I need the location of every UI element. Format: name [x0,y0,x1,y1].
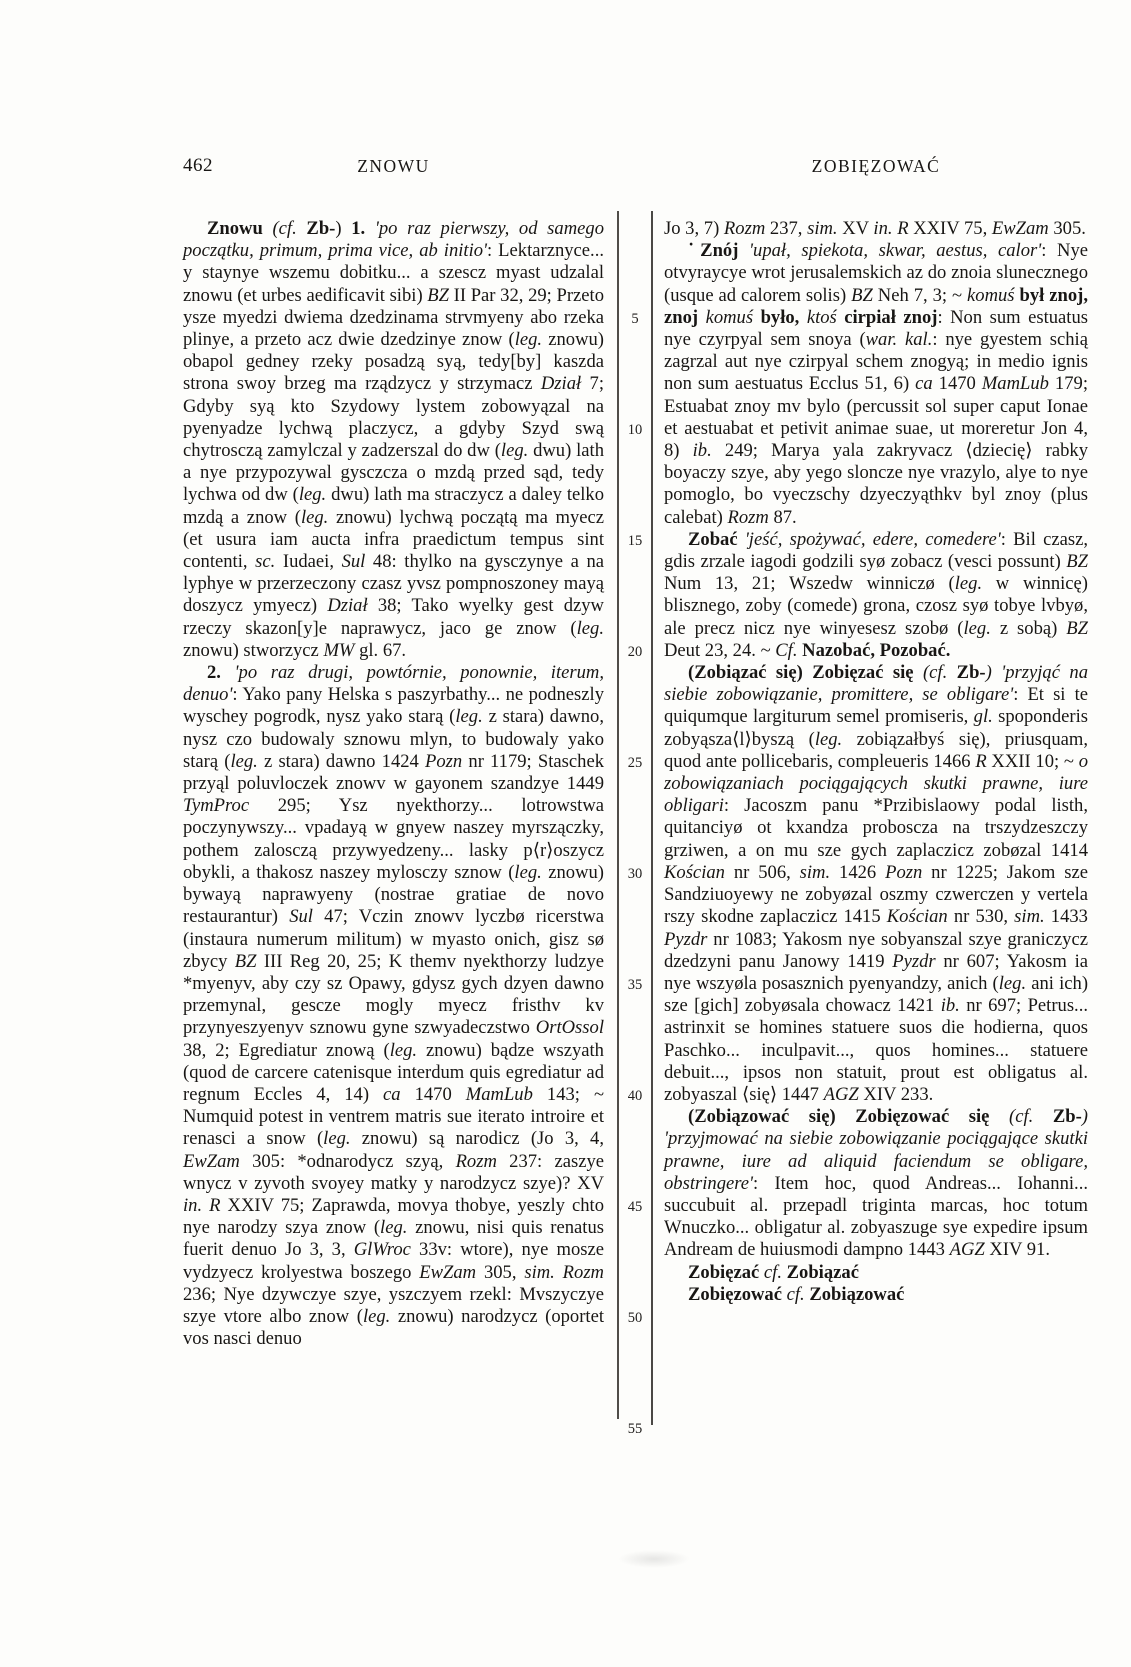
text-segment: z sobą) [990,617,1067,639]
text-segment: 1426 [830,861,886,883]
text-segment: Dział [540,373,582,395]
text-segment: 'przyjmować na siebie zobowiązanie pociągające skutki prawne, iure ad aliquid faciendum se obligare, obstringere' [664,1128,1088,1194]
line-number: 5 [631,310,639,327]
text-segment: Zobięzać [688,1261,764,1283]
text-segment: nr 530, [947,906,1015,928]
text-segment: Jo 3, 7) [664,218,724,239]
text-segment: 143; ~ Numquid potest in ventrem matris sue iterato introire et renasci a snow ( [183,1083,604,1150]
text-segment: komuś [705,306,754,328]
text-segment: III Reg 20, 25; K themv nyekthorzy ludzye *myenyv, aby czy sz Opawy, gdysz gych dzyen dawno przemynal, gescze mogly myecz fristhv kv przynyeszyenyv sznowu gyne szwyadeczstwo [183,950,605,1039]
text-segment: cf. [786,1283,810,1305]
text-segment: in. [873,218,893,239]
paragraph [183,218,604,662]
text-segment: XXIV 75; Zaprawda, movya thobye, yeszly chto nye narodzy szya znow ( [183,1194,604,1239]
text-segment: Zb- [306,218,336,239]
right-column [664,218,1088,1306]
text-segment: Kościan [886,906,948,928]
text-segment: BZ [234,950,257,972]
text-segment: (cf. [922,662,957,684]
text-segment: dwu) lath ma straczycz a daley telko mzdą a znow ( [183,484,605,528]
text-segment: leg. [998,972,1027,994]
text-segment: sim. [807,218,838,239]
text-segment: gl. 67. [354,639,407,661]
text-segment: cirpiał znoj [836,306,938,328]
text-segment: XXIV 75, [908,218,992,239]
text-segment: był znoj, znoj [664,284,1088,328]
text-segment: : Item hoc, quod Andreas... Iohanni... succubuit al. przepadl triginta marcas, hoc totum Wnuczko... obligatur al. zobyaszuge sye expedire ipsum Andream de huiusmodi dampno 1443 [664,1172,1088,1261]
text-segment: 237, [765,218,808,239]
text-segment: Zb- [956,662,986,684]
text-segment: 1470 [932,373,982,395]
text-segment: : Yako pany Helska s paszyrbathy... ne podneszly wyschey pogrodk, nysz yako starą ( [183,684,604,728]
text-segment: gl. [973,706,993,728]
paragraph [664,218,1088,240]
text-segment: ib. [692,440,712,462]
text-segment: Zobiązować [809,1283,905,1305]
text-segment: Neh 7, 3; ~ [872,284,968,306]
text-segment: : Nye otvyraycye wrot jerusalemskich az do znoia slunecznego (usque ad calorem solis) [664,240,1089,306]
text-segment: EwZam [419,1261,477,1283]
text-segment: ) [985,662,992,684]
text-segment: Pyzdr [892,950,936,972]
text-segment: EwZam [183,1150,240,1172]
page-number: 462 [183,155,213,176]
text-segment: sim. [1014,906,1045,928]
text-segment: leg. [389,1039,418,1061]
paragraph [664,1106,1088,1261]
line-number: 25 [627,754,643,771]
text-segment: z stara) dawno 1424 [257,750,426,772]
text-segment: spoponderis zobyąsza⟨l⟩byszą ( [664,706,1088,750]
text-segment: 33v: wtore), nye mosze vydzyecz krolyestwa boszego [183,1239,604,1283]
text-segment: 305: *odnarodycz szyą, [239,1150,456,1172]
text-segment: R [897,218,909,239]
text-segment: Zobać [688,528,745,550]
text-segment: leg. [380,1217,408,1239]
text-segment: EwZam [991,218,1049,239]
text-segment: 'jeść, spożywać, edere, comedere' [744,528,1001,550]
text-segment: sc. [255,551,276,573]
text-segment: leg. [963,617,991,639]
text-segment: 237: zaszye wnycz v zyvoth svoyey matky y narodzycz szye)? XV [183,1150,604,1194]
text-segment: R [209,1194,221,1216]
paragraph [664,529,1088,662]
text-segment: XIV 91. [984,1239,1050,1261]
text-segment: AGZ [823,1083,859,1105]
text-segment: AGZ [949,1239,985,1261]
text-segment: nr 1083; Yakosm nye sobyanszal szye graniczycz dzedzyni panu Janowy 1419 [664,928,1088,972]
text-segment: Zobięzować [688,1283,787,1305]
text-segment: 'upał, spiekota, skwar, aestus, calor' [749,240,1042,262]
text-segment: Dział [327,595,368,617]
text-segment: dwu) lath a nye przypozywal gysczcza o mzdą przed sąd, tedy lychwa od dw ( [183,440,604,506]
line-number: 45 [627,1198,643,1215]
text-segment: Rozm [723,218,766,239]
text-segment: Pozn [885,861,923,883]
text-segment: znowu, nisi quis renatus fuerit denuo Jo 3, 3, [183,1217,604,1261]
line-numbers [617,0,653,1667]
paragraph [664,1284,1088,1306]
text-segment: Cf. [775,639,803,661]
text-segment: ktoś [806,306,837,328]
text-segment: 'po raz pierwszy, od samego początku, primum, prima vice, ab initio' [183,218,604,262]
text-segment: Pyzdr [664,928,708,950]
line-number: 20 [627,643,643,660]
text-segment: leg. [514,861,542,883]
text-segment: leg. [300,506,329,528]
text-segment: z stara) dawno, nysz czo budowaly sznowu mlyn, to budowaly yako starą ( [183,706,604,772]
text-segment: znowu) są narodicz (Jo 3, 4, [350,1128,605,1150]
text-segment: ) [335,218,352,239]
text-segment: 47; Vczin znowv lyczbø ricerstwa (instaura numerum militum) w myasto onich, gisz sø zbycy [183,906,604,972]
line-number: 55 [627,1420,643,1437]
text-segment: znowu) bądze wszyath (quod de carcere catenisque interdum quis egrediatur ad regnum Eccles 4, 14) [183,1039,604,1105]
line-number: 10 [627,421,643,438]
text-segment: 38, 2; Egrediatur znową ( [183,1039,390,1061]
text-segment: 87. [768,506,797,528]
text-segment: Znowu [207,218,273,239]
left-column [183,218,604,1350]
text-segment: ˙Znój [688,240,750,262]
text-segment: ani ich) sze [gich] zobyøsala chowacz 1421 [664,972,1089,1017]
text-segment: (cf. [1009,1106,1053,1128]
text-segment: ) [1081,1106,1088,1128]
text-segment: BZ [1066,551,1088,573]
text-segment: znowu) stworzycz [183,639,324,661]
text-segment: 295; Ysz nyekthorzy... lotrowstwa poczynywszy... vpadayą w gnyew naszey myrszączky, pothem zalosczą przywyedzeny... lasky p⟨r⟩oszycz obykli, a thakosz naszey mylosczy sznow ( [183,795,604,883]
text-segment: w winnicę) blisznego, zoby (comede) grona, czosz syø tobye lvbyø, ale precz nicz nye winyesesz szobø ( [664,573,1088,639]
text-segment: : Et si te quiqumque largiturum semel promiseris, [664,684,1088,728]
text-segment: komuś [967,284,1015,306]
text-segment: Deut 23, 24. ~ [664,639,776,661]
paragraph [664,240,1088,529]
text-segment: nr 1179; Staschek przyąl poluvloczek znowv w gayonem szandzye 1449 [183,750,604,795]
line-number: 40 [627,1087,643,1104]
text-segment: XV [837,218,874,239]
text-segment: Zb- [1052,1106,1082,1128]
text-segment: znowu) obapol gedney rzeky posadzą syą, tedy[by] kaszda strona swoy brzeg ma rządzycz y strzymacz [183,329,604,395]
text-segment: leg. [323,1128,351,1150]
text-segment: BZ [1066,617,1088,639]
text-segment: BZ [851,284,873,306]
text-segment: ib. [940,995,960,1017]
text-segment: leg. [362,1305,391,1327]
text-segment: : Bil czasz, gdis zrzale iagodi godzili syø zobacz (vesci possunt) [664,528,1089,573]
line-number: 35 [627,976,643,993]
text-segment: nr 506, [724,861,800,883]
text-segment: II Par 32, 29; Przeto ysze myedzi dwiema dzedzinama strvmyeny abo rzeka plinye, a przeto acz dwie dzedzinye znow ( [183,284,604,351]
text-segment: Nazobać, Pozobać. [802,639,951,661]
text-segment: (cf. [272,218,307,239]
scan-smudge [618,1550,690,1568]
text-segment: XXII 10; ~ [986,750,1079,772]
text-segment: in. [183,1194,203,1216]
text-segment: (Zobiązować się) Zobięzować się [688,1106,1010,1128]
text-segment [992,662,1001,683]
paragraph [664,662,1088,1106]
paragraph [183,662,604,1350]
text-segment: leg. [814,728,843,750]
text-segment: było, [753,306,807,328]
text-segment: leg. [298,484,327,506]
text-segment: TymProc [183,795,250,817]
text-segment: : nye gyestem schią zagrzal aut nye czirpyal schem znogyą; in medio ignis non sum aestuatus Ecclus 51, 6) [664,329,1088,395]
text-segment: ca [915,373,933,395]
text-segment: sim. Rozm [524,1261,604,1283]
text-segment: 38; Tako wyelky gest dzyw rzeczy skazon[y]e naprawycz, jaco ge znow ( [183,595,604,639]
text-segment: MW [323,639,355,661]
text-segment: 179; Estuabat znoy mv bylo (percussit sol super caput Ionae et aestuabat et petivit animae suae, ut moreretur Jon 4, 8) [664,373,1088,462]
text-segment: : Jacoszm panu *Przibislaowy podal listh, quitanciyø ot kxandza proboscza na trszydzeszczy grziwen, a on mu sze gych zaplaczicz zobøzal 1414 [664,795,1088,861]
text-segment: Sul [289,906,313,928]
text-segment: war. kal. [865,329,933,351]
text-segment: 305, [476,1261,525,1283]
text-segment: XIV 233. [858,1083,934,1105]
text-segment: leg. [455,706,483,728]
text-segment: : Lektarznyce... y staynye wszemu dobitku... a szescz myast udzalal znowu (et urbes aedificavit sibi) [183,240,604,306]
text-segment: Kościan [664,861,725,883]
text-segment: GlWroc [353,1239,411,1261]
text-segment: Zobiązać [786,1261,859,1283]
text-segment: 305. [1048,218,1086,239]
text-segment: 'po raz drugi, powtórnie, ponownie, iterum, denuo' [183,662,605,706]
text-segment: MamLub [981,373,1049,395]
text-segment: 'przyjąć na siebie zobowiązanie, promittere, se obligare' [664,662,1088,706]
text-segment: Iudaei, [275,551,342,573]
text-segment: znowu) lychwą początą ma myecz (et usura iam aucta infra praedictum tempus sint contenti, [183,506,605,573]
text-segment: leg. [514,329,543,351]
text-segment: : Non sum estuatus nye czyrpyal sem snoya ( [664,306,1089,351]
text-segment: 236; Nye dzywczye szye, yszczyem rzekl: Mvszyczye szye vtore albo znow ( [183,1283,604,1327]
running-head-left: ZNOWU [357,156,430,176]
text-segment: nr 1225; Jakom sze Sandziuoyewy ne zobyøzal oszmy czwerczen y vertela rszy skodne zaplaczicz 1415 [664,861,1088,928]
text-segment: R [975,750,987,772]
text-segment: leg. [230,750,258,772]
text-segment: OrtOssol [535,1017,604,1039]
text-segment: BZ [427,284,449,306]
running-head-right: ZOBIĘZOWAĆ [811,156,941,176]
text-segment: (Zobiązać się) Zobięzać się [688,662,923,684]
text-segment: Pozn [425,750,463,772]
text-segment: Num 13, 21; Wszedw winniczø ( [664,573,955,595]
text-segment: MamLub [465,1083,533,1105]
line-number: 15 [627,532,643,549]
text-segment: 1470 [400,1083,466,1105]
text-segment: sim. [799,861,831,883]
text-segment: Sul [341,551,366,573]
paragraph [664,1262,1088,1284]
text-segment: leg. [954,573,983,595]
text-segment: znowu) bywayą naprawyeny (nostrae gratiae de novo restaurantur) [183,861,604,928]
text-segment: 249; Marya yala zakryvacz ⟨dziecię⟩ rabky boyaczy szye, aby yego sloncze nye vrazylo, alye to nye pomoglo, bo vyeczschy dzyeczyąthkv byl znoy (plus calebat) [664,440,1088,528]
line-number: 30 [627,865,643,882]
text-segment: 48: thylko na gysczynye a na lyphye w przerzeczony czasz yvsz pompnoszoney mayą doszycz ymyecz) [183,551,604,617]
text-segment: zobiązałbyś się), priusquam, quod ante pollicebaris, compleueris 1466 [664,728,1088,772]
text-segment: 1433 [1044,906,1088,928]
text-segment: ca [383,1083,401,1105]
text-segment: leg. [576,617,604,639]
text-segment: cf. [763,1261,787,1283]
text-segment: Rozm [455,1150,497,1172]
text-segment: 2. [207,662,235,684]
text-segment: leg. [500,440,529,462]
text-segment: nr 697; Petrus... astrinxit se homines statuere suos die hodierna, quos Paschko... inculpavit..., quos homines... statuere debuit..., ipsos non statuit, prout est obligatus al. zobyaszal ⟨się⟩ 1447 [664,995,1088,1105]
text-segment: 1. [351,218,375,239]
text-segment: o zobowiązaniach pociągających skutki prawne, iure obligari [664,750,1088,817]
text-segment: Rozm [727,506,769,528]
text-segment: znowu) narodzycz (oportet vos nasci denuo [183,1305,604,1350]
text-segment: 7; Gdyby syą kto Szydowy lystem zobowyązal na pyenyadze lychwą placzycz, a gdyby Szyd swą chytrosczą zamylczal y zadzerszal do dw ( [183,373,604,462]
line-number: 50 [627,1309,643,1326]
text-segment: nr 607; Yakosm ia nye wszyøla posasznich pyenyandzy, anich ( [664,950,1088,994]
